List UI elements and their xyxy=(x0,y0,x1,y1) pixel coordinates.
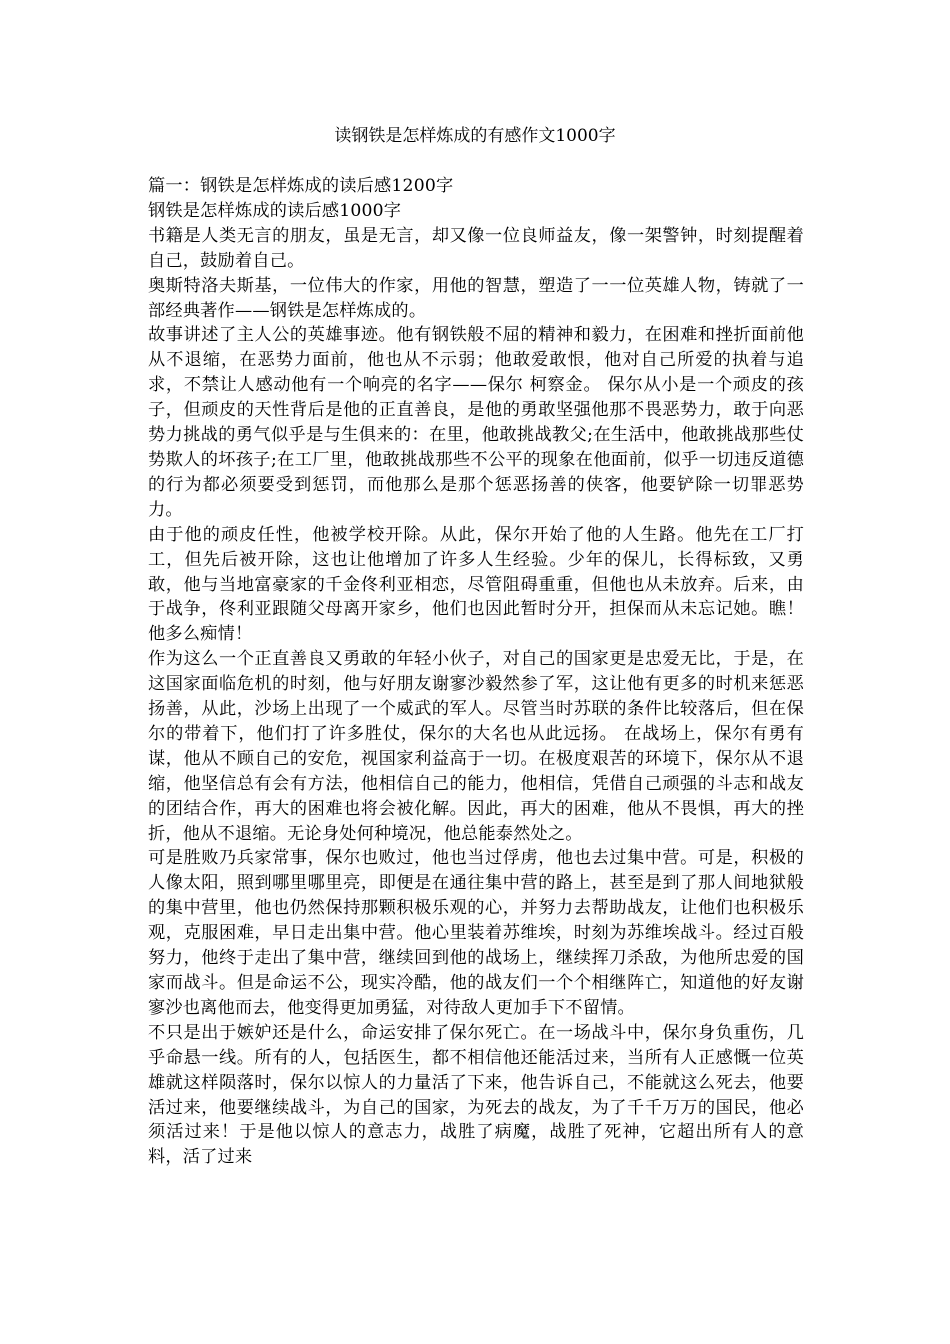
paragraph: 不只是出于嫉妒还是什么，命运安排了保尔死亡。在一场战斗中，保尔身负重伤，几乎命悬一线。所有的人，包括医生，都不相信他还能活过来，当所有人正感慨一位英雄就这样陨落时，保尔以惊人的力量活了下来，他告诉自己，不能就这么死去，他要活过来，他要继续战斗，为自己的国家，为死去的战友，为了千千万万的国民，他必须活过来！于是他以惊人的意志力，战胜了病魔，战胜了死神，它超出所有人的意料，活了过来 xyxy=(148,1022,804,1168)
paragraph: 钢铁是怎样炼成的读后感1000字 xyxy=(148,200,402,221)
paragraph: 书籍是人类无言的朋友，虽是无言，却又像一位良师益友，像一架警钟，时刻提醒着自己，鼓励着自己。 xyxy=(148,225,804,271)
paragraph: 可是胜败乃兵家常事，保尔也败过，他也当过俘虏，他也去过集中营。可是，积极的人像太阳，照到哪里哪里亮，即便是在通往集中营的路上，甚至是到了那人间地狱般的集中营里，他也仍然保持那颗积极乐观的心，并努力去帮助战友，让他们也积极乐观，克服困难，早日走出集中营。他心里装着苏维埃，时刻为苏维埃战斗。经过百般努力，他终于走出了集中营，继续回到他的战场上，继续挥刀杀敌，为他所忠爱的国家而战斗。但是命运不公，现实冷酷，他的战友们一个个相继阵亡，知道他的好友谢寥沙也离他而去，他变得更加勇猛，对待敌人更加手下不留情。 xyxy=(148,848,804,1018)
paragraph: 作为这么一个正直善良又勇敢的年轻小伙子，对自己的国家更是忠爱无比，于是，在这国家面临危机的时刻，他与好朋友谢寥沙毅然参了军，这让他有更多的时机来惩恶扬善，从此，沙场上出现了一个威武的军人。尽管当时苏联的条件比较落后，但在保尔的带着下，他们打了许多胜仗，保尔的大名也从此远扬。 在战场上，保尔有勇有谋，他从不顾自己的安危，视国家利益高于一切。在极度艰苦的环境下，保尔从不退缩，他坚信总有会有方法，他相信自己的能力，他相信，凭借自己顽强的斗志和战友的团结合作，再大的困难也将会被化解。因此，再大的困难，他从不畏惧，再大的挫折，他从不退缩。无论身处何种境况，他总能泰然处之。 xyxy=(148,649,804,844)
paragraph: 故事讲述了主人公的英雄事迹。他有钢铁般不屈的精神和毅力，在困难和挫折面前他从不退缩，在恶势力面前，他也从不示弱；他敢爱敢恨，他对自己所爱的执着与追求，不禁让人感动他有一个响亮的名字——保尔 柯察金。 保尔从小是一个顽皮的孩子，但顽皮的天性背后是他的正直善良，是他的勇敢坚强他那不畏恶势力，敢于向恶势力挑战的勇气似乎是与生俱来的：在里，他敢挑战教父;在生活中，他敢挑战那些仗势欺人的坏孩子;在工厂里，他敢挑战那些不公平的现象在他面前，似乎一切违反道德的行为都必须要受到惩罚，而他那么是那个惩恶扬善的侠客，他要铲除一切罪恶势力。 xyxy=(148,325,804,520)
document-title: 读钢铁是怎样炼成的有感作文1000字 xyxy=(334,126,616,146)
document-body xyxy=(148,174,804,1170)
paragraph: 由于他的顽皮任性，他被学校开除。从此，保尔开始了他的人生路。他先在工厂打工，但先后被开除，这也让他增加了许多人生经验。少年的保儿，长得标致，又勇敢，他与当地富豪家的千金佟利亚相恋，尽管阻碍重重，但他也从未放弃。后来，由于战争，佟利亚跟随父母离开家乡，他们也因此暂时分开，担保而从未忘记她。瞧！他多么痴情！ xyxy=(148,524,804,645)
paragraph: 奥斯特洛夫斯基，一位伟大的作家，用他的智慧，塑造了一一位英雄人物，铸就了一部经典著作——钢铁是怎样炼成的。 xyxy=(148,275,804,321)
paragraph: 篇一：钢铁是怎样炼成的读后感1200字 xyxy=(148,176,454,196)
